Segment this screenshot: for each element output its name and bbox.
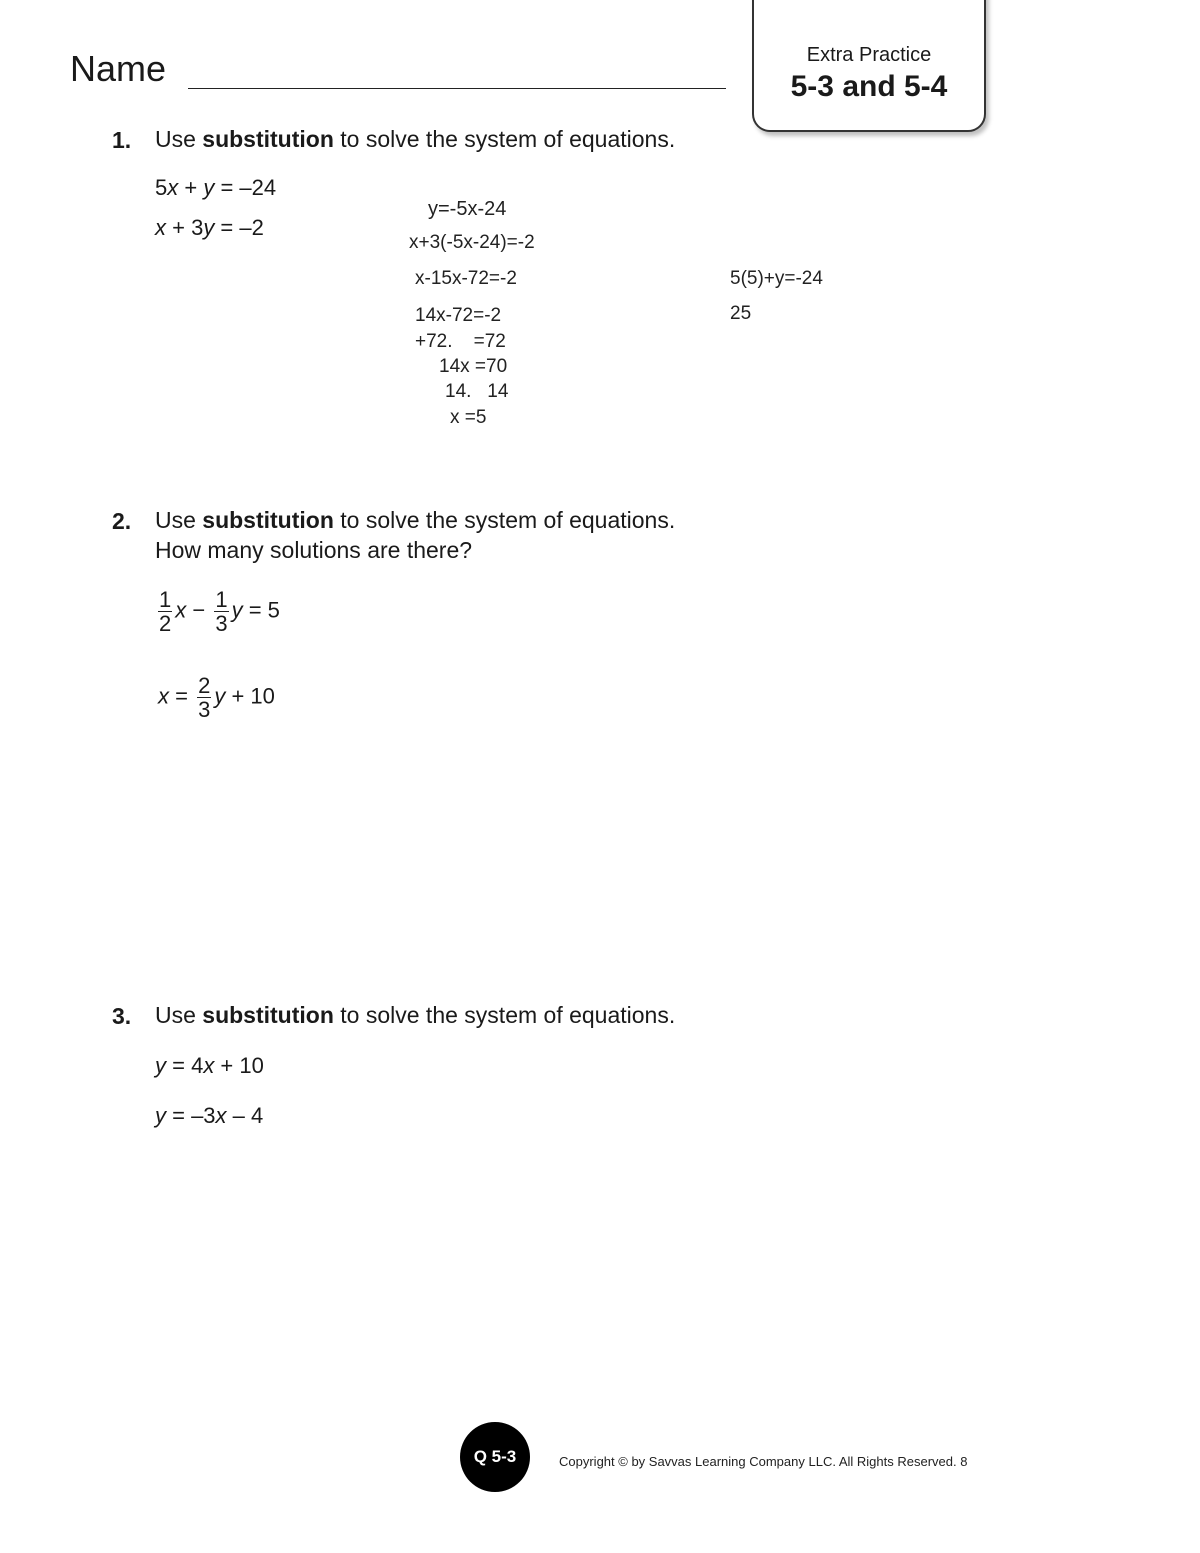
q1-work-step: x =5 [450, 407, 487, 428]
q1-work-step: 14x =70 [439, 356, 508, 377]
name-underline [188, 88, 726, 89]
page-badge: Q 5-3 [460, 1422, 530, 1492]
tab-title: 5-3 and 5-4 [790, 70, 948, 103]
q2-prompt-line-2: How many solutions are there? [155, 537, 473, 563]
q2-equation-2: x = $\frac{2}{3}$ y + 10 [158, 673, 275, 723]
q1-number: 1. [112, 127, 132, 153]
fraction: $\frac{2}{3}$ [198, 673, 211, 723]
q3-prompt: Use substitution to solve the system of equations. [155, 1002, 676, 1028]
q3-number: 3. [112, 1003, 132, 1029]
copyright-notice: Copyright © by Savvas Learning Company LLC. All Rights Reserved. 8 [559, 1454, 968, 1469]
q3-equation-2: y = –3x – 4 [155, 1103, 264, 1128]
q1-equation-1: 5x + y = –24 [155, 175, 277, 200]
q1-equation-2: x + 3y = –2 [155, 215, 264, 240]
q1-work-step: 14x-72=-2 [415, 305, 502, 326]
q1-work-step: 25 [730, 303, 752, 324]
q2-prompt: Use substitution to solve the system of equations. [155, 507, 676, 533]
q1-work-step: 14. 14 [445, 381, 509, 402]
q1-work-step: +72. =72 [415, 331, 506, 352]
q1-work-step: y=-5x-24 [428, 198, 507, 220]
q1-work-step: x+3(-5x-24)=-2 [409, 232, 535, 253]
fraction: $\frac{1}{2}$ [159, 587, 172, 637]
q2-equation-1: $\frac{1}{2}$ x − $\frac{1}{3}$ y = 5 [159, 587, 280, 637]
lesson-tab [752, 0, 986, 132]
q1-prompt: Use substitution to solve the system of equations. [155, 126, 676, 152]
q1-work-step: x-15x-72=-2 [415, 268, 517, 289]
q3-equation-1: y = 4x + 10 [155, 1053, 264, 1078]
tab-subtitle: Extra Practice [806, 44, 932, 66]
q2-number: 2. [112, 508, 132, 534]
name-label: Name [70, 48, 167, 89]
q1-work-step: 5(5)+y=-24 [730, 268, 823, 289]
fraction: $\frac{1}{3}$ [215, 587, 228, 637]
